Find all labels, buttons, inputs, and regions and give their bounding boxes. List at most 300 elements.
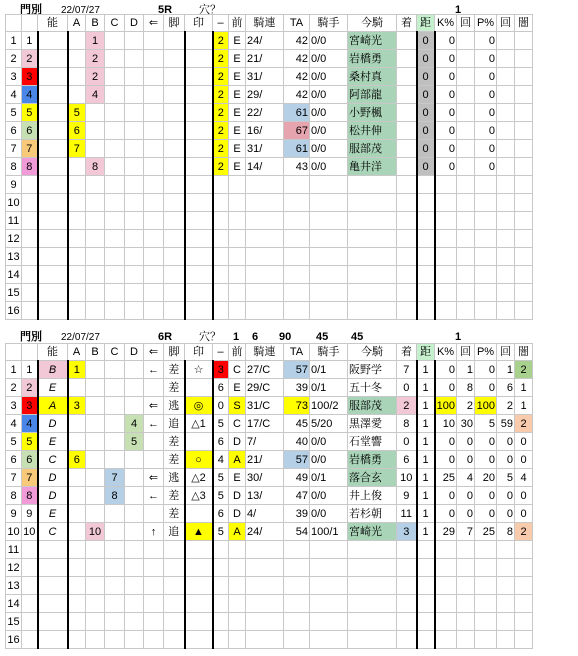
cell-nou[interactable]: A: [38, 397, 68, 415]
cell-mae: E: [229, 469, 246, 487]
cell-yami: 0: [515, 487, 533, 505]
cell-dash: [213, 595, 229, 613]
cell-d: [125, 397, 144, 415]
header-num-5: 45: [351, 331, 364, 343]
cell-nou[interactable]: [38, 266, 68, 284]
cell-b: [86, 505, 105, 523]
column-header-ta: TA: [284, 15, 310, 32]
cell-kyori[interactable]: [417, 266, 435, 284]
cell-kishu: 0/0: [310, 158, 348, 176]
table-row: [6, 140, 533, 158]
cell-kai2: [497, 284, 515, 302]
cell-shirushi[interactable]: [185, 284, 213, 302]
cell-a: [68, 379, 86, 397]
cell-kpct: [435, 266, 457, 284]
header-num-1: 1: [233, 331, 240, 343]
cell-chaku: 3: [397, 523, 417, 541]
cell-chaku: 2: [397, 397, 417, 415]
cell-d: [125, 50, 144, 68]
cell-row-num: 16: [6, 302, 22, 320]
cell-kiren: [246, 194, 284, 212]
cell-shirushi[interactable]: [185, 631, 213, 649]
cell-a: [68, 248, 86, 266]
cell-kyori[interactable]: 1: [417, 505, 435, 523]
cell-nou[interactable]: [38, 595, 68, 613]
cell-kyori[interactable]: [417, 194, 435, 212]
cell-konki: [348, 631, 397, 649]
cell-row-num: 12: [6, 559, 22, 577]
cell-shirushi[interactable]: [185, 541, 213, 559]
cell-row-num: 8: [6, 487, 22, 505]
cell-row-num: 11: [6, 212, 22, 230]
cell-nou[interactable]: [38, 158, 68, 176]
cell-ppct: 25: [475, 523, 497, 541]
cell-ta: [284, 631, 310, 649]
cell-dash: 2: [213, 122, 229, 140]
cell-kai2: [497, 68, 515, 86]
cell-kai1: [457, 32, 475, 50]
cell-kyori[interactable]: 1: [417, 487, 435, 505]
cell-kyori[interactable]: 0: [417, 50, 435, 68]
cell-nou[interactable]: [38, 50, 68, 68]
cell-kyaku: [164, 176, 185, 194]
cell-ppct: 5: [475, 415, 497, 433]
column-header-chaku: 着: [397, 15, 417, 32]
cell-nou[interactable]: [38, 176, 68, 194]
cell-kyori[interactable]: 1: [417, 415, 435, 433]
cell-kai1: 2: [457, 397, 475, 415]
cell-shirushi[interactable]: [185, 595, 213, 613]
cell-kai2: [497, 230, 515, 248]
cell-a: [68, 613, 86, 631]
cell-chaku: [397, 595, 417, 613]
ana-label-1: 穴？: [199, 4, 221, 16]
cell-shirushi[interactable]: [185, 577, 213, 595]
table-row: [6, 559, 533, 577]
cell-shirushi[interactable]: ○: [185, 451, 213, 469]
cell-ta: [284, 284, 310, 302]
cell-d: [125, 32, 144, 50]
cell-nou[interactable]: [38, 284, 68, 302]
cell-dash: 2: [213, 158, 229, 176]
cell-shirushi[interactable]: [185, 505, 213, 523]
cell-kpct: 0: [435, 451, 457, 469]
cell-dash: [213, 212, 229, 230]
cell-ppct: 0: [475, 505, 497, 523]
cell-arrow: [144, 451, 164, 469]
cell-kai1: [457, 68, 475, 86]
cell-kyaku: [164, 86, 185, 104]
column-header-c: C: [105, 15, 125, 32]
cell-chaku: [397, 50, 417, 68]
cell-dash: 5: [213, 415, 229, 433]
cell-kai2: 0: [497, 505, 515, 523]
cell-kpct: 0: [435, 32, 457, 50]
cell-shirushi[interactable]: [185, 248, 213, 266]
cell-shirushi[interactable]: [185, 230, 213, 248]
cell-row-num: 13: [6, 577, 22, 595]
cell-nou[interactable]: E: [38, 505, 68, 523]
cell-arrow: [144, 140, 164, 158]
cell-kyori[interactable]: 0: [417, 86, 435, 104]
cell-shirushi[interactable]: △3: [185, 487, 213, 505]
cell-kyori[interactable]: [417, 595, 435, 613]
cell-yami: 1: [515, 397, 533, 415]
cell-ppct: [475, 541, 497, 559]
cell-kishu: 0/1: [310, 379, 348, 397]
cell-nou[interactable]: E: [38, 433, 68, 451]
cell-kyaku: 差: [164, 505, 185, 523]
cell-ta: [284, 577, 310, 595]
cell-shirushi[interactable]: [185, 158, 213, 176]
cell-ppct: [475, 577, 497, 595]
cell-shirushi[interactable]: [185, 194, 213, 212]
cell-nou[interactable]: C: [38, 523, 68, 541]
column-header-row-num: [6, 344, 22, 361]
cell-ppct: [475, 595, 497, 613]
cell-b: [86, 176, 105, 194]
cell-ta: [284, 613, 310, 631]
cell-shirushi[interactable]: [185, 212, 213, 230]
cell-konki: 岩橋勇: [348, 451, 397, 469]
cell-a: [68, 230, 86, 248]
cell-kpct: 0: [435, 361, 457, 379]
cell-kiren: 22/: [246, 104, 284, 122]
cell-a: [68, 86, 86, 104]
cell-nou[interactable]: [38, 68, 68, 86]
cell-ta: 57: [284, 361, 310, 379]
cell-kyori[interactable]: [417, 284, 435, 302]
cell-kiren: [246, 559, 284, 577]
cell-kpct: 0: [435, 122, 457, 140]
cell-kyori[interactable]: [417, 176, 435, 194]
cell-kyori[interactable]: [417, 248, 435, 266]
cell-kai1: [457, 104, 475, 122]
cell-shirushi[interactable]: ◎: [185, 397, 213, 415]
cell-dash: [213, 302, 229, 320]
cell-kyori[interactable]: 0: [417, 158, 435, 176]
cell-kyori[interactable]: 1: [417, 451, 435, 469]
cell-kyaku: 逃: [164, 397, 185, 415]
column-header-dash: –: [213, 15, 229, 32]
cell-a: [68, 433, 86, 451]
cell-chaku: [397, 541, 417, 559]
cell-yami: [515, 541, 533, 559]
cell-kai1: 8: [457, 379, 475, 397]
cell-nou[interactable]: [38, 104, 68, 122]
cell-yami: 4: [515, 469, 533, 487]
cell-dash: 6: [213, 379, 229, 397]
column-header-dash: –: [213, 344, 229, 361]
cell-shirushi[interactable]: [185, 68, 213, 86]
cell-nou[interactable]: D: [38, 469, 68, 487]
cell-kyori[interactable]: [417, 212, 435, 230]
cell-gate: [22, 631, 38, 649]
cell-kyori[interactable]: [417, 631, 435, 649]
column-header-ta: TA: [284, 344, 310, 361]
cell-kai2: [497, 302, 515, 320]
cell-yami: [515, 631, 533, 649]
cell-mae: E: [229, 104, 246, 122]
cell-kpct: 0: [435, 140, 457, 158]
cell-kishu: [310, 266, 348, 284]
cell-nou[interactable]: B: [38, 361, 68, 379]
cell-shirushi[interactable]: △1: [185, 415, 213, 433]
cell-kishu: 0/0: [310, 68, 348, 86]
cell-kai2: [497, 577, 515, 595]
cell-nou[interactable]: [38, 248, 68, 266]
cell-nou[interactable]: [38, 32, 68, 50]
cell-kyori[interactable]: 0: [417, 68, 435, 86]
cell-chaku: 11: [397, 505, 417, 523]
cell-d: [125, 523, 144, 541]
cell-kiren: [246, 284, 284, 302]
cell-kyori[interactable]: 0: [417, 122, 435, 140]
cell-kai2: [497, 86, 515, 104]
cell-kpct: 0: [435, 433, 457, 451]
cell-nou[interactable]: [38, 631, 68, 649]
cell-nou[interactable]: D: [38, 415, 68, 433]
cell-shirushi[interactable]: [185, 176, 213, 194]
cell-kishu: 0/0: [310, 487, 348, 505]
cell-shirushi[interactable]: [185, 613, 213, 631]
cell-arrow: [144, 541, 164, 559]
cell-kiren: [246, 595, 284, 613]
cell-kyori[interactable]: 1: [417, 469, 435, 487]
cell-nou[interactable]: E: [38, 379, 68, 397]
cell-arrow: ↑: [144, 523, 164, 541]
cell-chaku: [397, 122, 417, 140]
cell-row-num: 2: [6, 50, 22, 68]
cell-shirushi[interactable]: [185, 104, 213, 122]
cell-kyori[interactable]: 0: [417, 104, 435, 122]
cell-chaku: [397, 158, 417, 176]
cell-shirushi[interactable]: [185, 86, 213, 104]
cell-kyori[interactable]: 0: [417, 32, 435, 50]
cell-nou[interactable]: D: [38, 487, 68, 505]
cell-b: [86, 248, 105, 266]
cell-ta: [284, 559, 310, 577]
cell-kiren: 14/: [246, 158, 284, 176]
cell-ppct: 20: [475, 469, 497, 487]
cell-konki: 阿部龍: [348, 86, 397, 104]
cell-yami: [515, 248, 533, 266]
cell-konki: [348, 248, 397, 266]
cell-kai1: 30: [457, 415, 475, 433]
cell-d: [125, 248, 144, 266]
cell-d: [125, 302, 144, 320]
cell-shirushi[interactable]: [185, 140, 213, 158]
cell-ta: 54: [284, 523, 310, 541]
cell-c: [105, 541, 125, 559]
cell-gate: [22, 595, 38, 613]
cell-kishu: [310, 284, 348, 302]
cell-yami: 1: [515, 379, 533, 397]
cell-nou[interactable]: [38, 230, 68, 248]
cell-b: 2: [86, 50, 105, 68]
cell-shirushi[interactable]: [185, 559, 213, 577]
cell-shirushi[interactable]: [185, 122, 213, 140]
cell-mae: [229, 176, 246, 194]
cell-c: 7: [105, 469, 125, 487]
cell-kai2: [497, 212, 515, 230]
cell-kpct: [435, 284, 457, 302]
column-header-konki: 今騎: [348, 344, 397, 361]
cell-nou[interactable]: [38, 122, 68, 140]
cell-a: 1: [68, 361, 86, 379]
cell-kyori[interactable]: 1: [417, 397, 435, 415]
cell-gate: [22, 248, 38, 266]
cell-kyori[interactable]: [417, 230, 435, 248]
cell-arrow: [144, 559, 164, 577]
cell-c: [105, 415, 125, 433]
cell-row-num: 10: [6, 523, 22, 541]
cell-kai2: [497, 158, 515, 176]
cell-kyori[interactable]: [417, 302, 435, 320]
cell-d: [125, 284, 144, 302]
table-row: [6, 302, 533, 320]
cell-shirushi[interactable]: [185, 266, 213, 284]
cell-kyori[interactable]: [417, 559, 435, 577]
cell-c: [105, 451, 125, 469]
cell-kiren: 24/: [246, 523, 284, 541]
cell-b: [86, 433, 105, 451]
cell-dash: 2: [213, 50, 229, 68]
cell-shirushi[interactable]: [185, 50, 213, 68]
cell-ppct: 0: [475, 158, 497, 176]
cell-kyori[interactable]: 0: [417, 140, 435, 158]
cell-a: [68, 284, 86, 302]
cell-kyaku: [164, 248, 185, 266]
cell-c: [105, 433, 125, 451]
cell-kai2: [497, 32, 515, 50]
cell-kiren: [246, 230, 284, 248]
cell-arrow: ←: [144, 487, 164, 505]
cell-d: [125, 361, 144, 379]
cell-ppct: [475, 559, 497, 577]
cell-yami: [515, 613, 533, 631]
cell-nou[interactable]: [38, 577, 68, 595]
column-header-b: B: [86, 344, 105, 361]
cell-kyori[interactable]: [417, 541, 435, 559]
cell-dash: [213, 613, 229, 631]
cell-kiren: 29/: [246, 86, 284, 104]
cell-arrow: ⇐: [144, 397, 164, 415]
cell-c: [105, 379, 125, 397]
cell-kai1: [457, 541, 475, 559]
table-row: [6, 104, 533, 122]
cell-nou[interactable]: [38, 86, 68, 104]
cell-ta: 42: [284, 50, 310, 68]
cell-row-num: 7: [6, 140, 22, 158]
cell-nou[interactable]: [38, 541, 68, 559]
cell-kpct: 100: [435, 397, 457, 415]
cell-kai2: 0: [497, 451, 515, 469]
table-row: [6, 595, 533, 613]
cell-kyaku: [164, 50, 185, 68]
cell-kai2: 5: [497, 469, 515, 487]
cell-ta: 42: [284, 68, 310, 86]
cell-kyori[interactable]: [417, 577, 435, 595]
cell-shirushi[interactable]: ☆: [185, 361, 213, 379]
cell-mae: E: [229, 68, 246, 86]
table-row: [6, 541, 533, 559]
cell-chaku: [397, 86, 417, 104]
cell-dash: [213, 266, 229, 284]
column-header-kiren: 騎連: [246, 15, 284, 32]
cell-ppct: 0: [475, 104, 497, 122]
cell-d: [125, 577, 144, 595]
cell-yami: [515, 302, 533, 320]
cell-arrow: [144, 433, 164, 451]
cell-kpct: [435, 212, 457, 230]
cell-kai1: [457, 613, 475, 631]
cell-chaku: 9: [397, 487, 417, 505]
cell-a: [68, 541, 86, 559]
cell-nou[interactable]: [38, 212, 68, 230]
cell-shirushi[interactable]: [185, 302, 213, 320]
cell-kyori[interactable]: [417, 613, 435, 631]
cell-arrow: [144, 248, 164, 266]
cell-gate: 1: [22, 361, 38, 379]
cell-b: 4: [86, 86, 105, 104]
cell-shirushi[interactable]: ▲: [185, 523, 213, 541]
cell-c: [105, 104, 125, 122]
cell-shirushi[interactable]: [185, 379, 213, 397]
cell-kyori[interactable]: 1: [417, 523, 435, 541]
cell-nou[interactable]: [38, 194, 68, 212]
cell-kyori[interactable]: 1: [417, 379, 435, 397]
column-header-c: C: [105, 344, 125, 361]
cell-ppct: [475, 284, 497, 302]
cell-shirushi[interactable]: [185, 433, 213, 451]
cell-kiren: 17/C: [246, 415, 284, 433]
cell-kiren: 31/: [246, 68, 284, 86]
cell-a: [68, 158, 86, 176]
cell-chaku: 0: [397, 379, 417, 397]
cell-kyori[interactable]: 1: [417, 361, 435, 379]
cell-mae: A: [229, 451, 246, 469]
cell-gate: 8: [22, 158, 38, 176]
cell-mae: C: [229, 361, 246, 379]
cell-mae: E: [229, 379, 246, 397]
cell-chaku: 10: [397, 469, 417, 487]
cell-arrow: [144, 505, 164, 523]
cell-nou[interactable]: [38, 302, 68, 320]
cell-kai2: [497, 595, 515, 613]
cell-c: [105, 577, 125, 595]
cell-nou[interactable]: [38, 140, 68, 158]
cell-shirushi[interactable]: [185, 32, 213, 50]
cell-nou[interactable]: C: [38, 451, 68, 469]
cell-d: [125, 541, 144, 559]
cell-nou[interactable]: [38, 613, 68, 631]
cell-d: [125, 631, 144, 649]
column-header-nou: 能: [38, 15, 68, 32]
cell-yami: 0: [515, 505, 533, 523]
cell-b: [86, 379, 105, 397]
cell-kyori[interactable]: 1: [417, 433, 435, 451]
cell-kyaku: 追: [164, 523, 185, 541]
cell-chaku: [397, 559, 417, 577]
cell-konki: [348, 541, 397, 559]
cell-b: [86, 122, 105, 140]
cell-row-num: 6: [6, 451, 22, 469]
cell-shirushi[interactable]: △2: [185, 469, 213, 487]
cell-kishu: 0/0: [310, 122, 348, 140]
cell-nou[interactable]: [38, 559, 68, 577]
cell-mae: [229, 559, 246, 577]
